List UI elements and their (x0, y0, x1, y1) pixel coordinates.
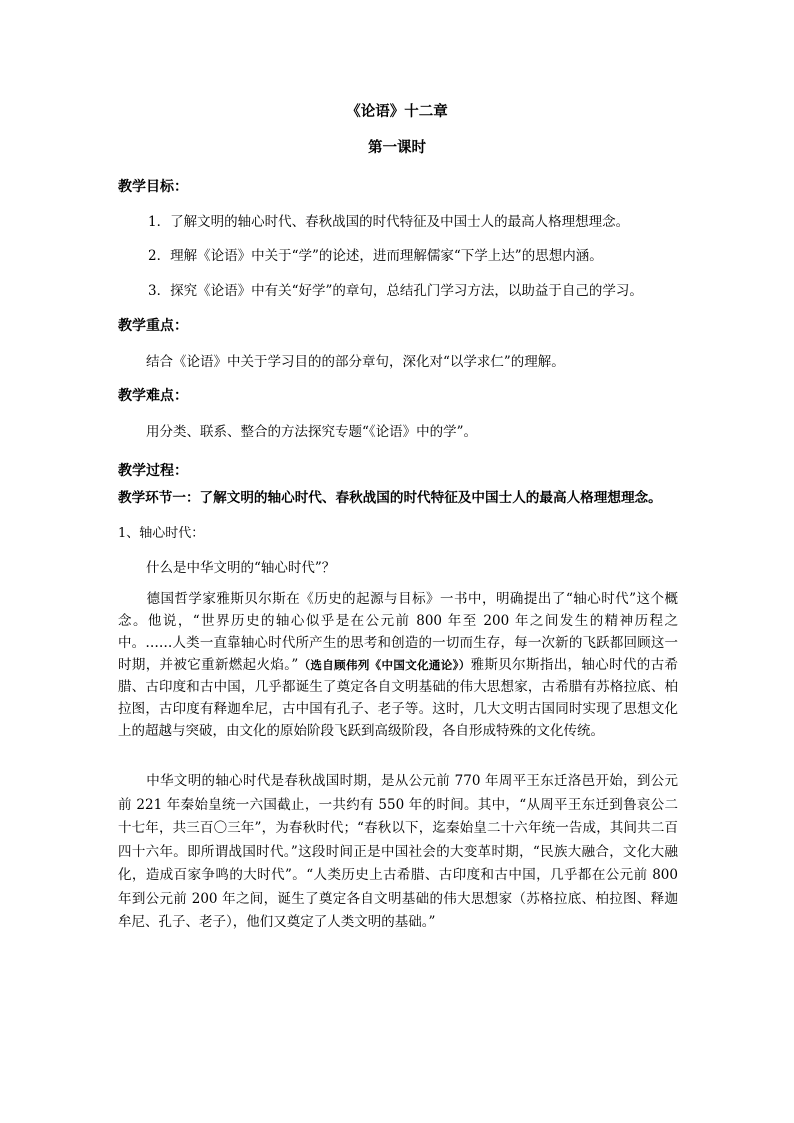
paragraph-spring-autumn-text: 中华文明的轴心时代是春秋战国时期，是从公元前 770 年周平王东迁洛邑开始，到公元前 221 年秦始皇统一六国截止，一共约有 550 年的时间。其中，“从周平王东迁到鲁哀公二十七年，共三百〇三年”，为春秋时代；“春秋以下，迄秦始皇二十六年统一告成，其间共二百四十六年。即所谓战国时代。”这段时间正是中国社会的大变革时期，“民族大融合，文化大融化，造成百家争鸣的大时代”。“人类历史上古希腊、古印度和古中国，几乎都在公元前 800 年到公元前 200 年之间，诞生了奠定各自文明基础的伟大思想家（苏格拉底、柏拉图、释迦牟尼、孔子、老子），他们又奠定了人类文明的基础。” (118, 773, 678, 930)
lesson-subtitle: 第一课时 (368, 139, 426, 156)
process-heading: 教学过程： (118, 463, 188, 479)
objectives-heading: 教学目标： (118, 179, 188, 195)
paragraph-jaspers (118, 588, 678, 742)
difficulties-text: 用分类、联系、整合的方法探究专题“《论语》中的学”。 (146, 424, 478, 440)
paragraph-spring-autumn (118, 770, 678, 935)
paragraph-jaspers-rest: 雅斯贝尔斯指出，轴心时代的古希腊、古印度和古中国，几乎都诞生了奠定各自文明基础的伟大思想家，古希腊有苏格拉底、柏拉图，古印度有释迦牟尼，古中国有孔子、老子等。这时，几大文明古国同时实现了思想文化上的超越与突破，由文化的原始阶段飞跃到高级阶段，各自形成特殊的文化传统。 (118, 657, 679, 739)
objective-item: 2．理解《论语》中关于“学”的论述，进而理解儒家“下学上达”的思想内涵。 (148, 248, 603, 264)
paragraph-jaspers-quote: 德国哲学家雅斯贝尔斯在《历史的起源与目标》一书中，明确提出了“轴心时代”这个概念。他说，“世界历史的轴心似乎是在公元前 800 年至 200 年之间发生的精神历程之中。……人类一直靠轴心时代所产生的思考和创造的一切而生存，每一次新的飞跃都回顾这一时期，并被它重新燃起火焰。” (118, 591, 678, 673)
section-one-heading: 教学环节一：了解文明的轴心时代、春秋战国的时代特征及中国士人的最高人格理想理念。 (118, 490, 662, 506)
axial-age-question: 什么是中华文明的“轴心时代”？ (146, 560, 336, 576)
key-points-text: 结合《论语》中关于学习目的的部分章句，深化对“以学求仁”的理解。 (146, 354, 565, 370)
document-title: 《论语》十二章 (346, 103, 448, 120)
difficulties-heading: 教学难点： (118, 388, 188, 404)
item-axial-age: 1、轴心时代： (118, 526, 205, 541)
key-points-heading: 教学重点： (118, 318, 188, 334)
objective-item: 1．了解文明的轴心时代、春秋战国的时代特征及中国士人的最高人格理想理念。 (148, 214, 630, 230)
objective-item: 3．探究《论语》中有关“好学”的章句，总结孔门学习方法，以助益于自己的学习。 (148, 283, 643, 299)
source-note: （选自顾伟列《中国文化通论》） (298, 658, 471, 672)
